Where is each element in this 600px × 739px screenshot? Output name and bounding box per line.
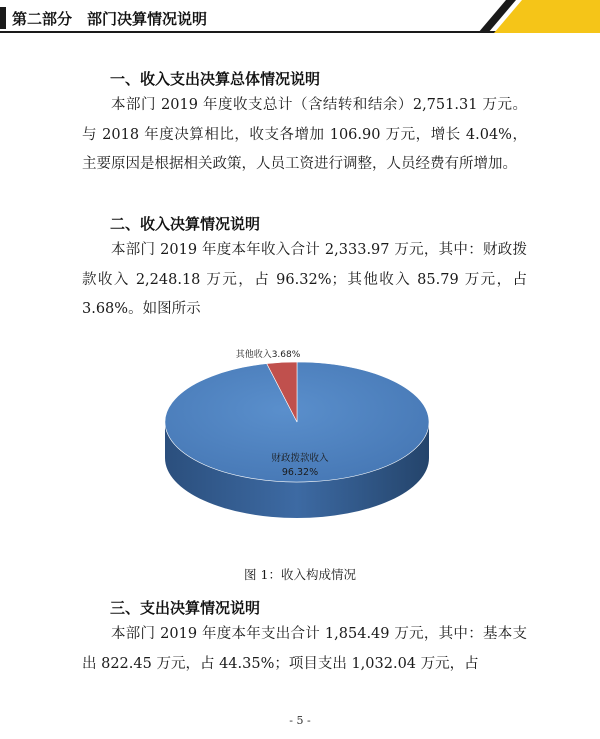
section-1-heading: 一、收入支出决算总体情况说明 — [110, 70, 321, 88]
page-number: - 5 - — [289, 714, 311, 727]
header-marker — [0, 7, 6, 29]
data-label-main-name: 财政拨款收入 — [271, 453, 329, 464]
section-2-body: 本部门 2019 年度本年收入合计 2,333.97 万元，其中：财政拨款收入 2,248.18 万元，占 96.32%；其他收入 85.79 万元，占 3.68%。如图所示 — [82, 242, 527, 317]
figure-caption: 图 1：收入构成情况 — [244, 567, 356, 582]
section-1-body: 本部门 2019 年度收支总计（含结转和结余）2,751.31 万元。与 2018 年度决算相比，收支各增加 106.90 万元，增长 4.04%，主要原因是根据相关政策，人员工资进行调整，人员经费有所增加。 — [82, 97, 527, 172]
header-title: 第二部分 部门决算情况说明 — [12, 10, 208, 28]
data-label-other: 其他收入3.68% — [235, 350, 301, 360]
page-header — [0, 0, 600, 36]
section-3-heading: 三、支出决算情况说明 — [110, 599, 261, 617]
section-3-body: 本部门 2019 年度本年支出合计 1,854.49 万元，其中：基本支出 822.45 万元，占 44.35%；项目支出 1,032.04 万元，占 — [82, 626, 527, 672]
data-label-main-value: 96.32% — [281, 467, 319, 478]
income-pie-chart — [160, 340, 450, 530]
section-2-heading: 二、收入决算情况说明 — [110, 215, 261, 233]
header-decoration — [460, 0, 600, 33]
